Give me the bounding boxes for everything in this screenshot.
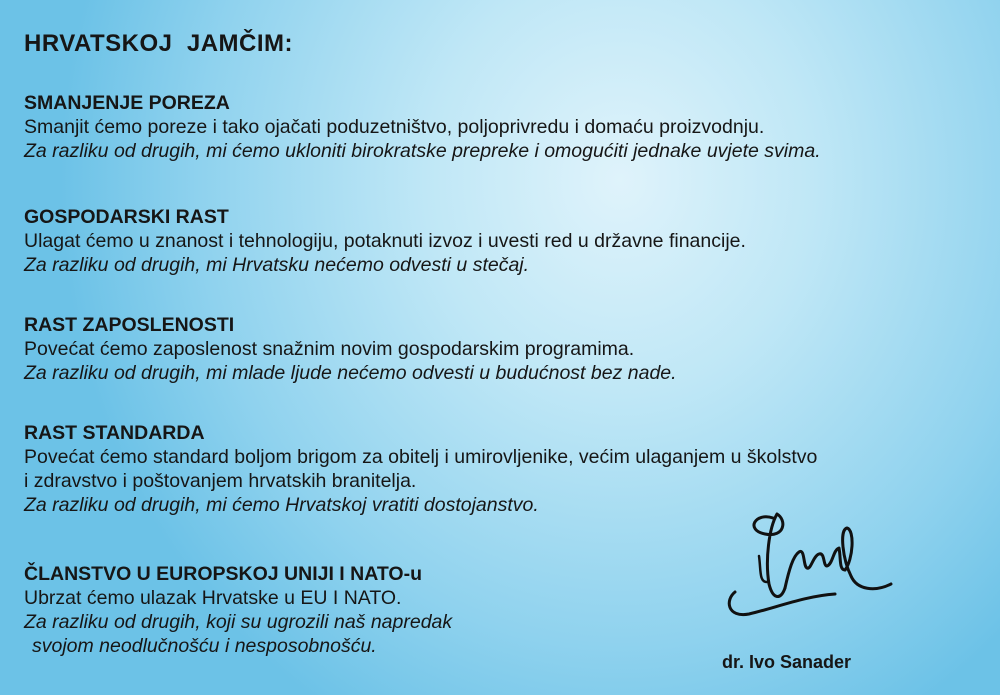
section-heading: SMANJENJE POREZA bbox=[24, 92, 230, 114]
section-italic-note: Za razliku od drugih, mi Hrvatsku nećemo odvesti u stečaj. bbox=[24, 254, 530, 276]
signer-name: dr. Ivo Sanader bbox=[722, 652, 852, 672]
section-body: Ubrzat ćemo ulazak Hrvatske u EU I NATO. bbox=[24, 587, 402, 609]
section-italic-note-line: Za razliku od drugih, koji su ugrozili naš napredak bbox=[24, 611, 453, 633]
section-heading: RAST STANDARDA bbox=[24, 422, 205, 444]
section-heading: RAST ZAPOSLENOSTI bbox=[24, 314, 235, 336]
section-heading: ČLANSTVO U EUROPSKOJ UNIJI I NATO-u bbox=[24, 563, 422, 585]
section-italic-note-line: svojom neodlučnošću i nesposobnošću. bbox=[32, 635, 377, 657]
section-italic-note: Za razliku od drugih, mi ćemo ukloniti birokratske prepreke i omogućiti jednake uvjete svima. bbox=[24, 140, 821, 162]
handwritten-signature bbox=[715, 500, 895, 630]
section-body: Ulagat ćemo u znanost i tehnologiju, potaknuti izvoz i uvesti red u državne financije. bbox=[24, 230, 746, 252]
section-italic-note: Za razliku od drugih, mi ćemo Hrvatskoj vratiti dostojanstvo. bbox=[24, 494, 539, 516]
page-title: HRVATSKOJ JAMČIM: bbox=[24, 30, 294, 57]
section-body-line: Povećat ćemo standard boljom brigom za obitelj i umirovljenike, većim ulaganjem u školstvo bbox=[24, 446, 818, 468]
section-body-line: i zdravstvo i poštovanjem hrvatskih branitelja. bbox=[24, 470, 417, 492]
section-italic-note: Za razliku od drugih, mi mlade ljude nećemo odvesti u budućnost bez nade. bbox=[24, 362, 677, 384]
section-heading: GOSPODARSKI RAST bbox=[24, 206, 229, 228]
section-body: Povećat ćemo zaposlenost snažnim novim gospodarskim programima. bbox=[24, 338, 635, 360]
section-economic-growth bbox=[24, 205, 984, 277]
section-body: Smanjit ćemo poreze i tako ojačati poduzetništvo, poljoprivredu i domaću proizvodnju. bbox=[24, 116, 765, 138]
section-employment-growth bbox=[24, 313, 984, 385]
section-tax-reduction bbox=[24, 91, 984, 163]
